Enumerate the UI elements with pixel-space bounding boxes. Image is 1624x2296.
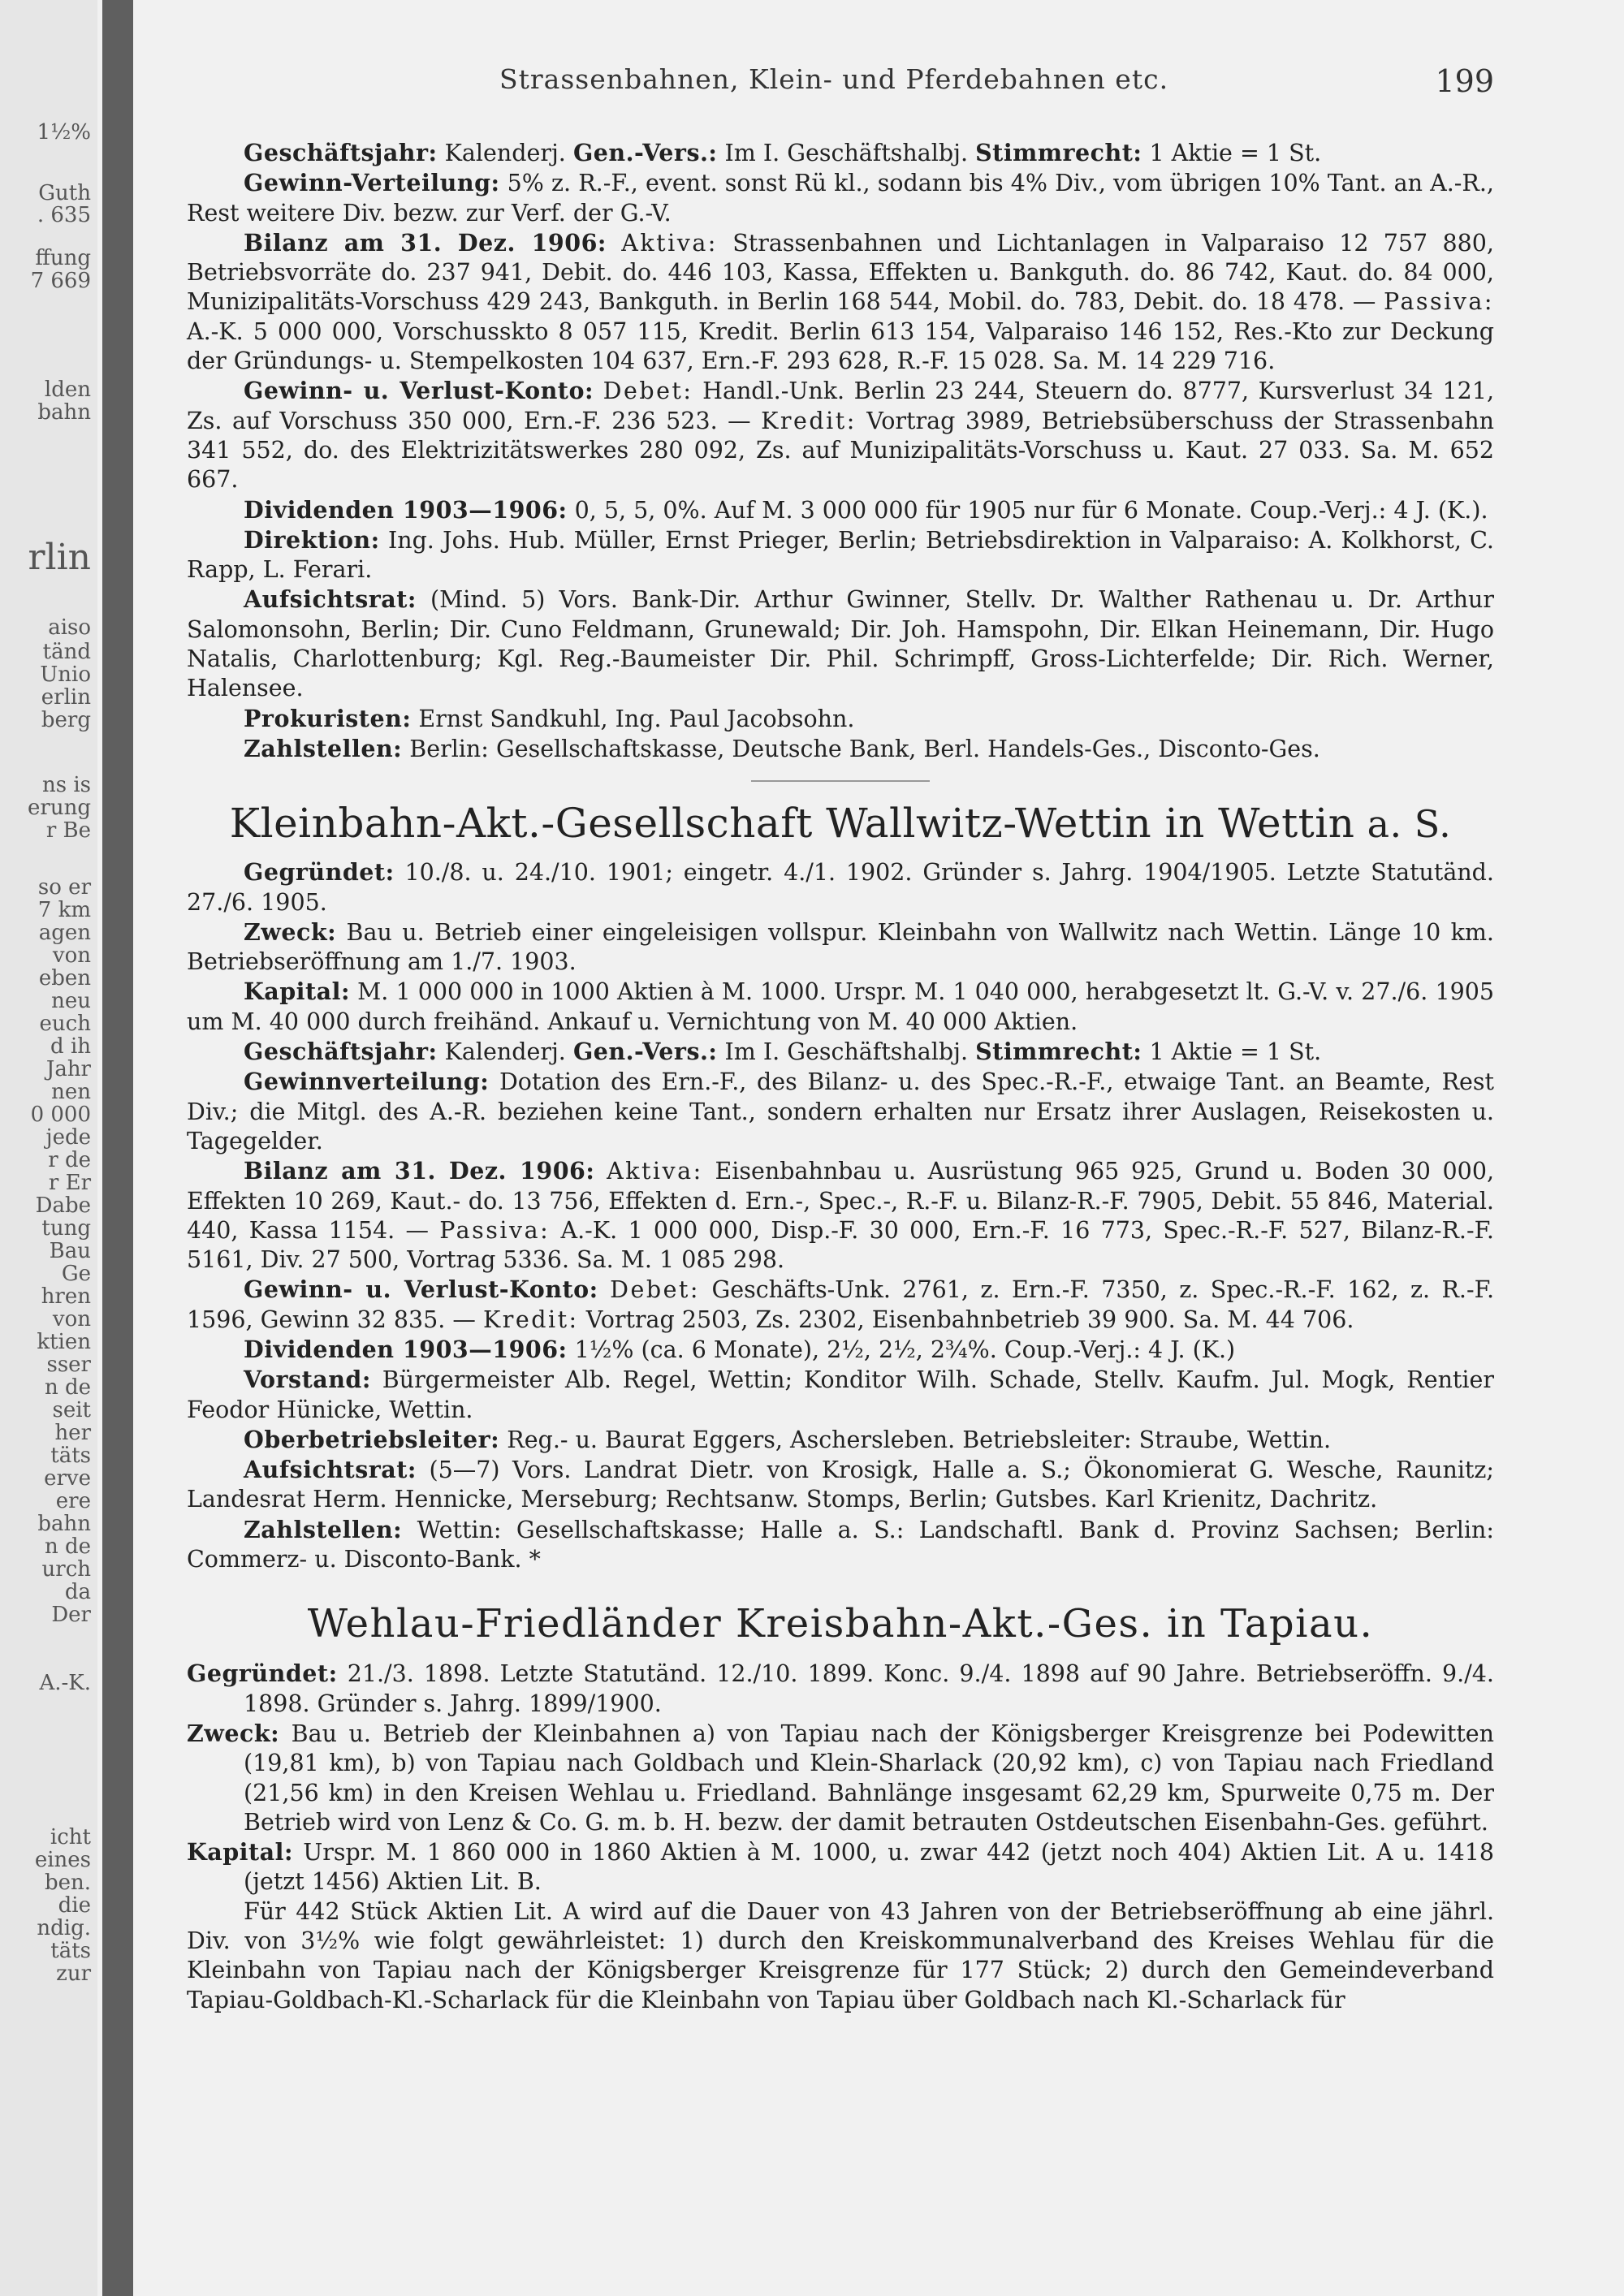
- label: Zahlstellen:: [244, 1515, 403, 1543]
- edge-fragment: 7 km: [37, 898, 91, 922]
- entry-purpose: Zweck: Bau u. Betrieb der Kleinbahnen a) von Tapiau nach der Königsberger Kreisgrenze bei Podewitten (19,81 km), b) von Tapiau nach Goldbach und Klein-Sharlack (20,92 km), c) von Tapiau nach Friedland (21,56 km) in den Kreisen Wehlau u. Friedland. Bahnlänge insgesamt 62,29 km, Spurweite 0,75 m. Der Betrieb wird von Lenz & Co. G. m. b. H. bezw. der damit betrauten Ostdeutschen Eisenbahn-Ges. geführt.: [187, 1719, 1494, 1836]
- edge-fragment: 7 669: [30, 269, 91, 293]
- company-heading-wehlau-friedland: Wehlau-Friedländer Kreisbahn-Akt.-Ges. in Tapiau.: [307, 1601, 1374, 1647]
- edge-fragment: Der: [51, 1603, 91, 1627]
- edge-fragment: jede: [45, 1125, 91, 1150]
- page-body: [187, 138, 1494, 2015]
- edge-fragment: rlin: [28, 537, 91, 578]
- label: Aufsichtsrat:: [244, 1456, 417, 1484]
- edge-fragment: ffung: [35, 246, 91, 270]
- company-heading-wallwitz-wettin: Kleinbahn-Akt.-Gesellschaft Wallwitz-Wettin in Wettin a. S.: [229, 800, 1452, 848]
- edge-fragment: ben.: [44, 1871, 91, 1895]
- entry-paying-agents: Zahlstellen: Berlin: Gesellschaftskasse, Deutsche Bank, Berl. Handels-Ges., Disconto-Ges.: [244, 734, 1320, 762]
- edge-fragment: ndig.: [37, 1916, 91, 1940]
- edge-fragment: agen: [38, 921, 91, 945]
- entry-authorized-signatories: Prokuristen: Ernst Sandkuhl, Ing. Paul Jacobsohn.: [244, 704, 855, 732]
- edge-fragment: r de: [48, 1148, 91, 1172]
- label: Aufsichtsrat:: [244, 585, 417, 614]
- section-divider: [751, 780, 930, 782]
- edge-fragment: bahn: [37, 400, 91, 425]
- label: Zahlstellen:: [244, 734, 403, 762]
- label: Gegründet:: [187, 1659, 338, 1688]
- edge-fragment: von: [52, 1307, 91, 1331]
- edge-fragment: berg: [41, 708, 91, 732]
- adjacent-page-edge: [0, 0, 97, 2296]
- edge-fragment: 0 000: [30, 1103, 91, 1127]
- edge-fragment: d ih: [50, 1034, 91, 1059]
- entry-guarantee: Für 442 Stück Aktien Lit. A wird auf die Dauer von 43 Jahren von der Betriebseröffnung ab eine jährl. Div. von 3½% wie folgt gewährleistet: 1) durch den Kreiskommunalverband des Kreises Wehlau für die Kleinbahn von Tapiau nach der Königsberger Kreisgrenze für 177 Stück; 2) durch den Gemeindeverband Tapiau-Goldbach-Kl.-Scharlack für die Kleinbahn von Tapiau über Goldbach nach Kl.-Scharlack für: [187, 1897, 1494, 2013]
- edge-fragment: erung: [28, 796, 91, 820]
- page-number: 199: [1435, 63, 1494, 99]
- edge-fragment: neu: [51, 989, 91, 1013]
- label: Gewinn- u. Verlust-Konto:: [244, 1275, 598, 1304]
- edge-fragment: ere: [55, 1489, 91, 1513]
- edge-fragment: seit: [52, 1398, 91, 1422]
- edge-fragment: n de: [44, 1375, 91, 1400]
- entry-profit-distribution: Gewinn-Verteilung: 5% z. R.-F., event. sonst Rü kl., sodann bis 4% Div., vom übrigen 10% Tant. an A.-R., Rest weitere Div. bezw. zur Verf. der G.-V.: [187, 169, 1494, 227]
- entry-capital: Kapital: Urspr. M. 1 860 000 in 1860 Aktien à M. 1000, u. zwar 442 (jetzt noch 404) Aktien Lit. A u. 1418 (jetzt 1456) Aktien Lit. B.: [187, 1838, 1494, 1896]
- label: Direktion:: [244, 525, 380, 554]
- edge-fragment: eben: [38, 966, 91, 990]
- edge-fragment: zur: [56, 1962, 91, 1986]
- edge-fragment: ns is: [41, 773, 91, 797]
- label: Gewinn-Verteilung:: [244, 169, 500, 197]
- entry-founded: Gegründet: 10./8. u. 24./10. 1901; eingetr. 4./1. 1902. Gründer s. Jahrg. 1904/1905. Letzte Statutänd. 27./6. 1905.: [187, 858, 1494, 916]
- entry-balance-sheet: Bilanz am 31. Dez. 1906: Aktiva: Eisenbahnbau u. Ausrüstung 965 925, Grund u. Boden 30 000, Effekten 10 269, Kaut.- do. 13 756, Effekten d. Ern.-, Spec.-, R.-F. u. Bilanz-R.-F. 7905, Debit. 55 846, Material. 440, Kassa 1154. — Passiva: A.-K. 1 000 000, Disp.-F. 30 000, Ern.-F. 16 773, Spec.-R.-F. 527, Bilanz-R.-F. 5161, Div. 27 500, Vortrag 5336. Sa. M. 1 085 298.: [187, 1157, 1495, 1274]
- label: Stimmrecht:: [975, 139, 1142, 166]
- label: Gewinnverteilung:: [244, 1068, 490, 1096]
- label: Geschäftsjahr:: [244, 1038, 438, 1066]
- entry-direction: Direktion: Ing. Johs. Hub. Müller, Ernst Prieger, Berlin; Betriebsdirektion in Valparaiso: A. Kolkhorst, C. Rapp, L. Ferari.: [187, 525, 1494, 584]
- binding-gutter: [102, 0, 133, 2296]
- label: Kapital:: [244, 978, 350, 1006]
- label: Zweck:: [244, 917, 337, 946]
- edge-fragment: hren: [41, 1284, 91, 1309]
- label: Gewinn- u. Verlust-Konto:: [244, 377, 594, 405]
- edge-fragment: bahn: [37, 1512, 91, 1536]
- entry-supervisory-board: Aufsichtsrat: (5—7) Vors. Landrat Dietr. von Krosigk, Halle a. S.; Ökonomierat G. Wesche, Raunitz; Landesrat Herm. Hennicke, Merseburg; Rechtsanw. Stomps, Berlin; Gutsbes. Karl Krienitz, Dachritz.: [187, 1456, 1494, 1513]
- label: Bilanz am 31. Dez. 1906:: [244, 1157, 595, 1185]
- entry-balance-sheet: Bilanz am 31. Dez. 1906: Aktiva: Strassenbahnen und Lichtanlagen in Valparaiso 12 757 880, Betriebsvorräte do. 237 941, Debit. do. 446 103, Kassa, Effekten u. Bankguth. do. 86 742, Kaut. do. 84 000, Munizipalitäts-Vorschuss 429 243, Bankguth. in Berlin 168 544, Mobil. do. 783, Debit. do. 18 478. — Passiva: A.-K. 5 000 000, Vorschusskto 8 057 115, Kredit. Berlin 613 154, Valparaiso 146 152, Res.-Kto zur Deckung der Gründungs- u. Stempelkosten 104 637, Ern.-F. 293 628, R.-F. 15 028. Sa. M. 14 229 716.: [187, 228, 1494, 375]
- entry-chief-operations: Oberbetriebsleiter: Reg.- u. Baurat Eggers, Aschersleben. Betriebsleiter: Straube, Wettin.: [244, 1425, 1332, 1453]
- edge-fragment: nen: [51, 1080, 91, 1104]
- label: Gegründet:: [244, 858, 395, 887]
- entry-paying-agents: Zahlstellen: Wettin: Gesellschaftskasse; Halle a. S.: Landschaftl. Bank d. Provinz Sachsen; Berlin: Commerz- u. Disconto-Bank. *: [187, 1515, 1494, 1573]
- edge-fragment: A.-K.: [39, 1671, 91, 1695]
- edge-fragment: Bau: [49, 1239, 91, 1263]
- edge-fragment: da: [64, 1580, 91, 1604]
- edge-fragment: tung: [41, 1216, 91, 1241]
- entry-fiscal-year: Geschäftsjahr: Kalenderj. Gen.-Vers.: Im I. Geschäftshalbj. Stimmrecht: 1 Aktie = 1 St.: [244, 1038, 1322, 1066]
- edge-fragment: icht: [50, 1825, 91, 1849]
- edge-fragment: urch: [41, 1557, 91, 1582]
- running-title: Strassenbahnen, Klein- und Pferdebahnen etc.: [499, 63, 1169, 95]
- edge-fragment: täts: [50, 1939, 91, 1963]
- entry-profit-loss: Gewinn- u. Verlust-Konto: Debet: Handl.-Unk. Berlin 23 244, Steuern do. 8777, Kursverlust 34 121, Zs. auf Vorschuss 350 000, Ern.-F. 236 523. — Kredit: Vortrag 3989, Betriebsüberschuss der Strassenbahn 341 552, do. des Elektrizitätswerkes 280 092, Zs. auf Munizipalitäts-Vorschuss u. Kaut. 27 033. Sa. M. 652 667.: [187, 377, 1495, 494]
- edge-fragment: n de: [44, 1534, 91, 1559]
- edge-fragment: r Be: [45, 818, 91, 843]
- edge-fragment: aiso: [48, 615, 91, 640]
- label: Oberbetriebsleiter:: [244, 1425, 500, 1453]
- entry-board: Vorstand: Bürgermeister Alb. Regel, Wettin; Konditor Wilh. Schade, Stellv. Kaufm. Jul. Mogk, Rentier Feodor Hünicke, Wettin.: [187, 1366, 1494, 1423]
- label: Zweck:: [187, 1719, 280, 1747]
- edge-fragment: euch: [39, 1012, 91, 1036]
- edge-fragment: sser: [46, 1353, 91, 1377]
- label: Kapital:: [187, 1838, 293, 1867]
- label: Prokuristen:: [244, 704, 412, 732]
- edge-fragment: Dabe: [35, 1193, 91, 1218]
- edge-fragment: r Er: [48, 1171, 91, 1195]
- entry-founded: Gegründet: 21./3. 1898. Letzte Statutänd. 12./10. 1899. Konc. 9./4. 1898 auf 90 Jahre. Betriebseröffn. 9./4. 1898. Gründer s. Jahrg. 1899/1900.: [187, 1659, 1494, 1717]
- edge-fragment: die: [58, 1893, 91, 1918]
- edge-fragment: erlin: [41, 685, 91, 710]
- edge-fragment: Guth: [38, 181, 91, 205]
- edge-fragment: Ge: [61, 1262, 91, 1286]
- edge-fragment: her: [54, 1421, 91, 1445]
- edge-fragment: lden: [44, 378, 91, 402]
- label: Dividenden 1903—1906:: [244, 1335, 568, 1363]
- edge-fragment: eines: [34, 1848, 91, 1872]
- entry-purpose: Zweck: Bau u. Betrieb einer eingeleisigen vollspur. Kleinbahn von Wallwitz nach Wettin. Länge 10 km. Betriebseröffnung am 1./7. 1903.: [187, 917, 1494, 976]
- label: Gen.-Vers.:: [572, 1038, 718, 1066]
- edge-fragment: 1½%: [37, 120, 91, 145]
- entry-profit-loss: Gewinn- u. Verlust-Konto: Debet: Geschäfts-Unk. 2761, z. Ern.-F. 7350, z. Spec.-R.-F. 162, z. R.-F. 1596, Gewinn 32 835. — Kredit: Vortrag 2503, Zs. 2302, Eisenbahnbetrieb 39 900. Sa. M. 44 706.: [187, 1275, 1495, 1333]
- edge-fragment: Jahr: [45, 1057, 91, 1081]
- label: Geschäftsjahr:: [244, 139, 438, 166]
- edge-fragment: . 635: [37, 203, 91, 227]
- edge-fragment: so er: [37, 875, 91, 900]
- label: Gen.-Vers.:: [572, 139, 718, 166]
- entry-dividends: Dividenden 1903—1906: 1½% (ca. 6 Monate), 2½, 2½, 2¾%. Coup.-Verj.: 4 J. (K.): [244, 1335, 1236, 1363]
- label: Dividenden 1903—1906:: [244, 495, 568, 524]
- entry-capital: Kapital: M. 1 000 000 in 1000 Aktien à M. 1000. Urspr. M. 1 040 000, herabgesetzt lt. G.-V. v. 27./6. 1905 um M. 40 000 durch freihänd. Ankauf u. Vernichtung von M. 40 000 Aktien.: [187, 978, 1494, 1035]
- edge-fragment: ktien: [37, 1330, 91, 1354]
- entry-fiscal-year: Geschäftsjahr: Kalenderj. Gen.-Vers.: Im I. Geschäftshalbj. Stimmrecht: 1 Aktie = 1 St.: [244, 139, 1322, 166]
- label: Bilanz am 31. Dez. 1906:: [244, 228, 607, 257]
- entry-supervisory-board: Aufsichtsrat: (Mind. 5) Vors. Bank-Dir. Arthur Gwinner, Stellv. Dr. Walther Rathenau u. Dr. Arthur Salomonsohn, Berlin; Dir. Cuno Feldmann, Grunewald; Dir. Joh. Hamspohn, Dir. Elkan Heinemann, Dir. Hugo Natalis, Charlottenburg; Kgl. Reg.-Baumeister Dir. Phil. Schrimpff, Gross-Lichterfelde; Dir. Rich. Werner, Halensee.: [187, 585, 1494, 702]
- edge-fragment: von: [52, 943, 91, 968]
- edge-fragment: Unio: [40, 662, 91, 687]
- edge-fragment: tänd: [42, 640, 91, 664]
- edge-fragment: täts: [50, 1444, 91, 1468]
- label: Vorstand:: [244, 1366, 371, 1394]
- label: Stimmrecht:: [975, 1038, 1142, 1066]
- entry-dividends: Dividenden 1903—1906: 0, 5, 5, 0%. Auf M. 3 000 000 für 1905 nur für 6 Monate. Coup.-Verj.: 4 J. (K.).: [244, 495, 1488, 524]
- entry-profit-distribution: Gewinnverteilung: Dotation des Ern.-F., des Bilanz- u. des Spec.-R.-F., etwaige Tant. an Beamte, Rest Div.; die Mitgl. des A.-R. beziehen keine Tant., sondern erhalten nur Ersatz ihrer Auslagen, Reisekosten u. Tagegelder.: [187, 1068, 1494, 1154]
- edge-fragment: erve: [44, 1466, 91, 1491]
